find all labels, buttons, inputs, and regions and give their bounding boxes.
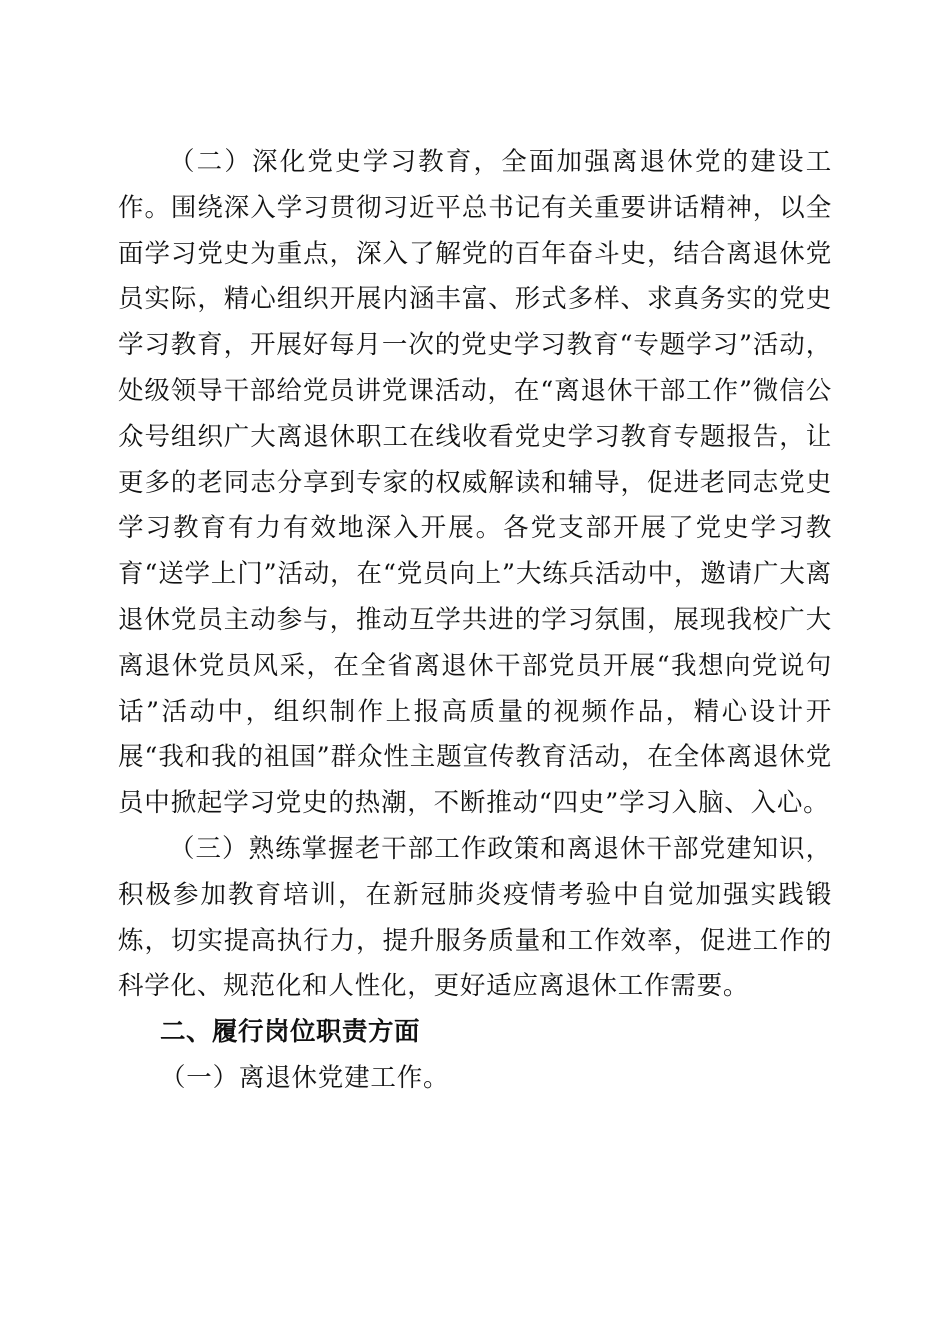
document-page bbox=[118, 140, 832, 1102]
paragraph-party-history-education: （二）深化党史学习教育，全面加强离退休党的建设工作。围绕深入学习贯彻习近平总书记有关重要讲话精神，以全面学习党史为重点，深入了解党的百年奋斗史，结合离退休党员实际，精心组织开展内涵丰富、形式多样、求真务实的党史学习教育，开展好每月一次的党史学习教育“专题学习”活动，处级领导干部给党员讲党课活动，在“离退休干部工作”微信公众号组织广大离退休职工在线收看党史学习教育专题报告，让更多的老同志分享到专家的权威解读和辅导，促进老同志党史学习教育有力有效地深入开展。各党支部开展了党史学习教育“送学上门”活动，在“党员向上”大练兵活动中，邀请广大离退休党员主动参与，推动互学共进的学习氛围，展现我校广大离退休党员风采，在全省离退休干部党员开展“我想向党说句话”活动中，组织制作上报高质量的视频作品，精心设计开展“我和我的祖国”群众性主题宣传教育活动，在全体离退休党员中掀起学习党史的热潮，不断推动“四史”学习入脑、入心。 bbox=[118, 147, 832, 819]
section-heading-job-duties: 二、履行岗位职责方面 bbox=[160, 1017, 421, 1048]
subsection-heading-party-building: （一）离退休党建工作。 bbox=[160, 1062, 450, 1093]
paragraph-policy-training: （三）熟练掌握老干部工作政策和离退休干部党建知识，积极参加教育培训，在新冠肺炎疫情考验中自觉加强实践锻炼，切实提高执行力，提升服务质量和工作效率，促进工作的科学化、规范化和人性化，更好适应离退休工作需要。 bbox=[118, 833, 832, 1002]
